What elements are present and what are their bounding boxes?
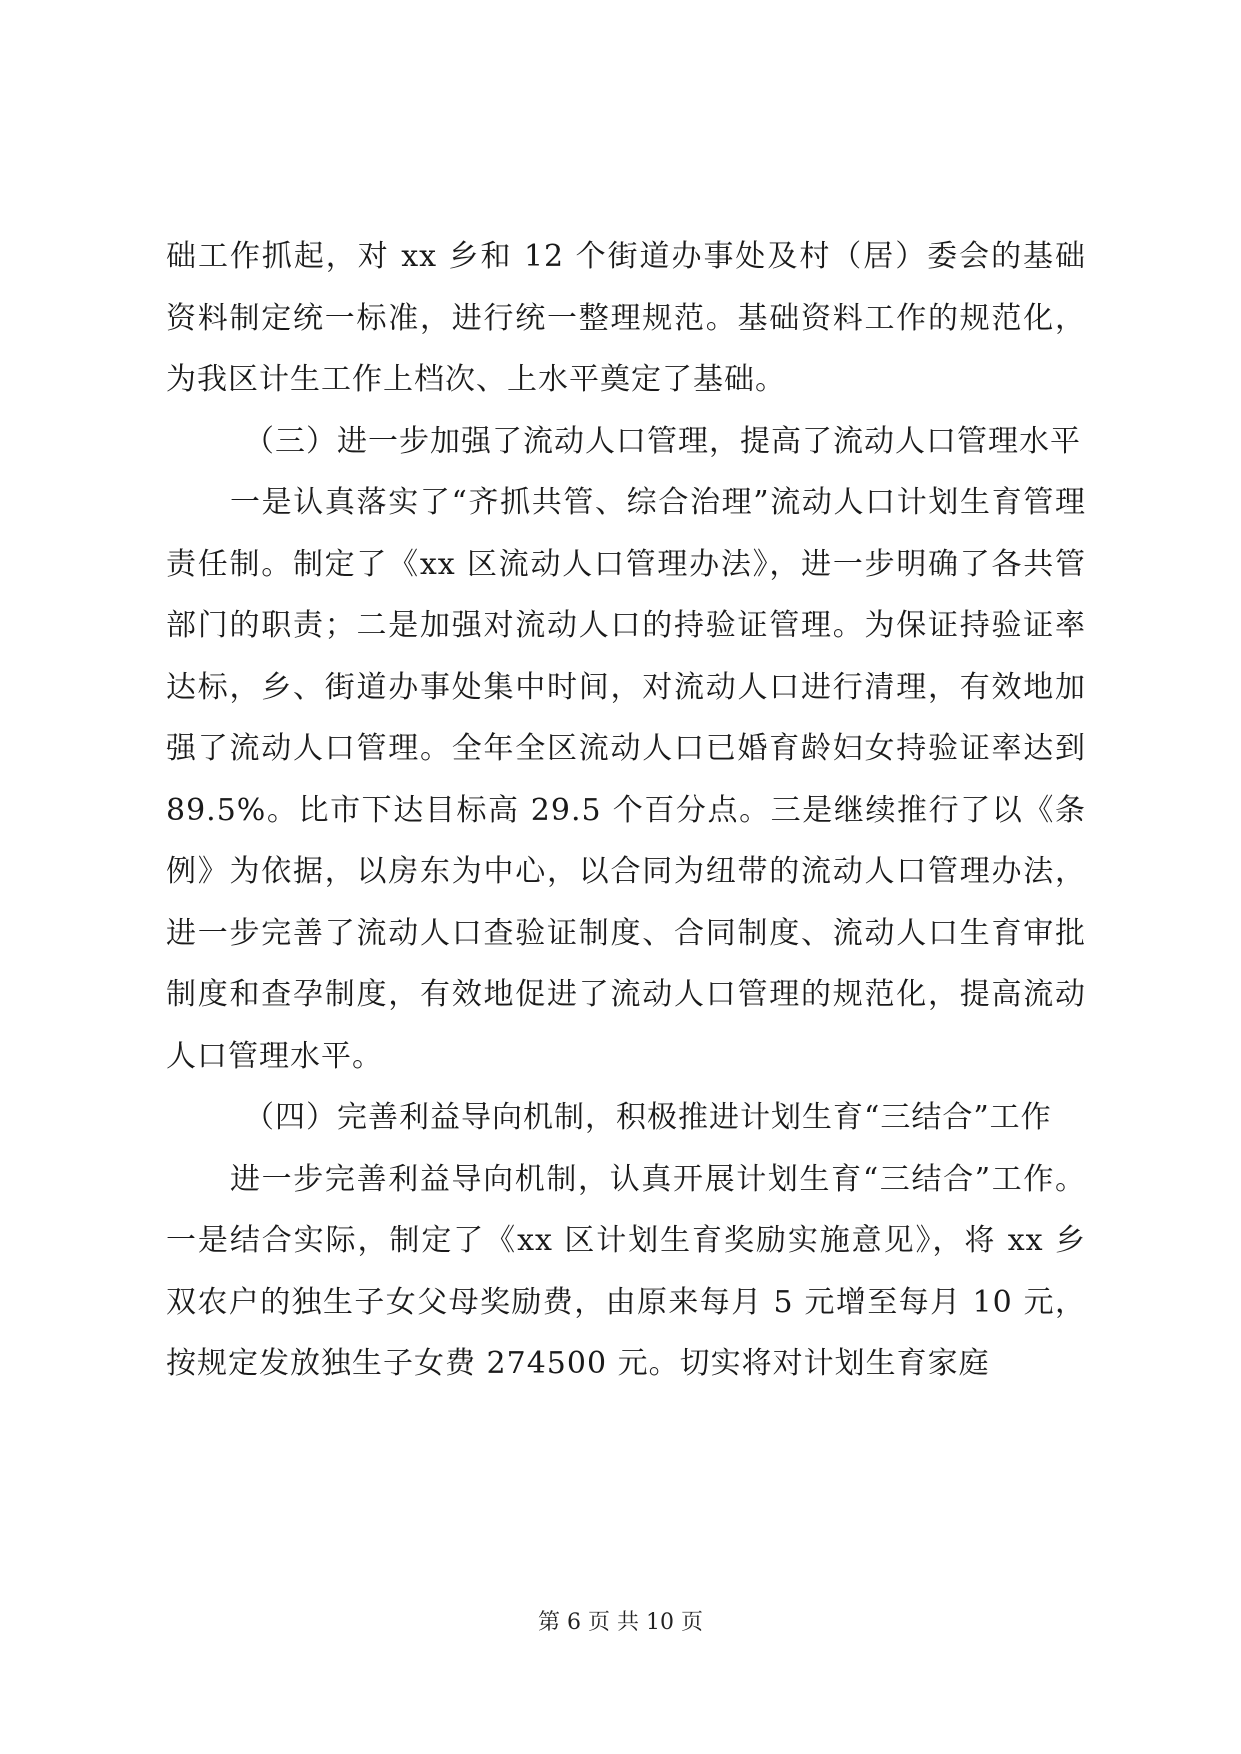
paragraph-floating-population: 一是认真落实了“齐抓共管、综合治理”流动人口计划生育管理责任制。制定了《xx 区流动人口管理办法》，进一步明确了各共管部门的职责；二是加强对流动人口的持验证管理。为保证持验证率达标，乡、街道办事处集中时间，对流动人口进行清理，有效地加强了流动人口管理。全年全区流动人口已婚育龄妇女持验证率达到 89.5%。比市下达目标高 29.5 个百分点。三是继续推行了以《条例》为依据，以房东为中心，以合同为纽带的流动人口管理办法，进一步完善了流动人口查验证制度、合同制度、流动人口生育审批制度和查孕制度，有效地促进了流动人口管理的规范化，提高流动人口管理水平。 — [166, 485, 1086, 1074]
page-number-footer: 第 6 页 共 10 页 — [538, 1610, 703, 1635]
section-heading-incentive-mechanism: （四）完善利益导向机制，积极推进计划生育“三结合”工作 — [244, 1100, 1052, 1135]
document-body — [166, 226, 1086, 1395]
paragraph-incentive-mechanism: 进一步完善利益导向机制，认真开展计划生育“三结合”工作。一是结合实际，制定了《xx 区计划生育奖励实施意见》，将 xx 乡双农户的独生子女父母奖励费，由原来每月 5 元增至每月 10 元，按规定发放独生子女费 274500 元。切实将对计划生育家庭 — [166, 1161, 1086, 1381]
paragraph-basic-materials: 础工作抓起，对 xx 乡和 12 个街道办事处及村（居）委会的基础资料制定统一标准，进行统一整理规范。基础资料工作的规范化，为我区计生工作上档次、上水平奠定了基础。 — [166, 239, 1086, 397]
section-heading-floating-population: （三）进一步加强了流动人口管理，提高了流动人口管理水平 — [244, 423, 1081, 459]
